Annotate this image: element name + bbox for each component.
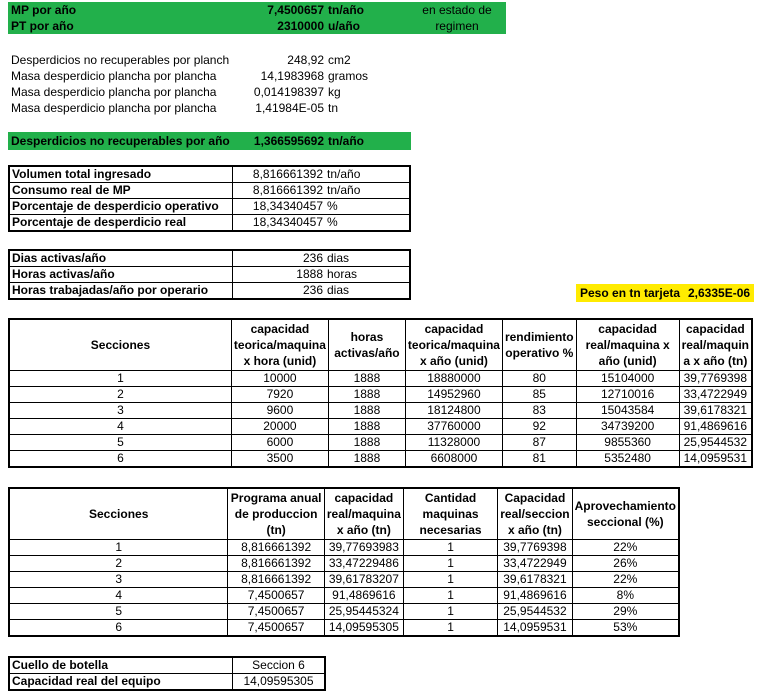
activity-value: 1888 xyxy=(233,267,326,283)
table-cell: 6608000 xyxy=(405,451,502,468)
table-cell: 5352480 xyxy=(576,451,679,468)
volume-label: Porcentaje de desperdicio real xyxy=(9,215,233,232)
table-cell: 7,4500657 xyxy=(228,604,324,620)
table-cell: 9600 xyxy=(231,403,328,419)
table-cell: 26% xyxy=(572,556,679,572)
mp-unit: tn/año xyxy=(328,3,364,17)
column-header: capacidad teorica/maquina x hora (unid) xyxy=(231,319,328,371)
table-cell: 11328000 xyxy=(405,435,502,451)
table-cell: 7,4500657 xyxy=(228,588,324,604)
table-row xyxy=(9,267,410,283)
table-cell: 33,47229486 xyxy=(324,556,403,572)
table-cell: 4 xyxy=(9,588,228,604)
activity-value: 236 xyxy=(233,250,326,267)
activity-unit: horas xyxy=(325,267,410,283)
table-row xyxy=(9,250,410,267)
table-cell: 6 xyxy=(9,620,228,637)
table-cell: 1 xyxy=(403,620,497,637)
table-cell: 9855360 xyxy=(576,435,679,451)
activity-unit: dias xyxy=(325,283,410,300)
activity-label: Horas trabajadas/año por operario xyxy=(9,283,233,300)
table-cell: 14,09595305 xyxy=(324,620,403,637)
table-cell: 12710016 xyxy=(576,387,679,403)
table-cell: 18124800 xyxy=(405,403,502,419)
activity-unit: dias xyxy=(325,250,410,267)
table-row xyxy=(9,657,325,674)
table-cell: 25,9544532 xyxy=(498,604,572,620)
waste-unit: cm2 xyxy=(328,53,351,67)
table-row xyxy=(9,199,410,215)
waste-value: 14,1983968 xyxy=(260,69,324,83)
pt-unit: u/año xyxy=(328,19,360,33)
table-cell: 6 xyxy=(9,451,231,468)
table-row xyxy=(9,371,752,387)
column-header: capacidad teorica/maquina x año (unid) xyxy=(405,319,502,371)
table-cell: 2 xyxy=(9,387,231,403)
table-cell: 39,61783207 xyxy=(324,572,403,588)
table-cell: 91,4869616 xyxy=(679,419,752,435)
volume-table xyxy=(8,165,411,232)
bottleneck-table xyxy=(8,656,326,691)
table-cell: 22% xyxy=(572,572,679,588)
volume-value: 8,816661392 xyxy=(233,166,326,183)
volume-unit: % xyxy=(325,199,410,215)
table-row xyxy=(9,419,752,435)
table-cell: 1888 xyxy=(328,371,405,387)
table-cell: 87 xyxy=(502,435,576,451)
waste-value: 0,014198397 xyxy=(253,85,324,99)
table-cell: 1888 xyxy=(328,451,405,468)
table-cell: 20000 xyxy=(231,419,328,435)
table-row xyxy=(9,588,679,604)
capacity-table xyxy=(8,318,753,468)
mp-value: 7,4500657 xyxy=(267,3,324,17)
table-row xyxy=(9,674,325,691)
volume-label: Porcentaje de desperdicio operativo xyxy=(9,199,233,215)
bottleneck-value: Seccion 6 xyxy=(233,657,326,674)
table-cell: 1888 xyxy=(328,435,405,451)
column-header: horas activas/año xyxy=(328,319,405,371)
table-cell: 92 xyxy=(502,419,576,435)
activity-table xyxy=(8,249,411,300)
waste-value: 248,92 xyxy=(287,53,324,67)
table-row xyxy=(9,387,752,403)
table-row xyxy=(9,540,679,556)
table-header-row xyxy=(9,319,752,371)
table-row xyxy=(9,215,410,232)
table-cell: 37760000 xyxy=(405,419,502,435)
table-row xyxy=(9,403,752,419)
waste-unit: kg xyxy=(328,85,341,99)
table-row xyxy=(9,283,410,300)
table-row xyxy=(9,620,679,637)
table-cell: 25,95445324 xyxy=(324,604,403,620)
volume-label: Volumen total ingresado xyxy=(9,166,233,183)
table-cell: 10000 xyxy=(231,371,328,387)
table-cell: 2 xyxy=(9,556,228,572)
volume-unit: % xyxy=(325,215,410,232)
pt-value: 2310000 xyxy=(277,19,324,33)
bottleneck-value: 14,09595305 xyxy=(233,674,326,691)
peso-label: Peso en tn tarjeta xyxy=(580,286,681,300)
table-cell: 83 xyxy=(502,403,576,419)
column-header: capacidad real/maquin a x año (tn) xyxy=(679,319,752,371)
table-cell: 91,4869616 xyxy=(324,588,403,604)
table-cell: 1888 xyxy=(328,387,405,403)
waste-label: Masa desperdicio plancha por plancha xyxy=(11,69,217,83)
table-row xyxy=(9,556,679,572)
mp-label: MP por año xyxy=(11,3,77,17)
table-row xyxy=(9,183,410,199)
table-cell: 39,6178321 xyxy=(498,572,572,588)
volume-unit: tn/año xyxy=(325,166,410,183)
activity-label: Horas activas/año xyxy=(9,267,233,283)
table-cell: 53% xyxy=(572,620,679,637)
annual-waste-value: 1,366595692 xyxy=(253,134,324,148)
column-header: Programa anual de produccion (tn) xyxy=(228,488,324,540)
peso-value: 2,6335E-06 xyxy=(688,286,751,300)
table-cell: 8,816661392 xyxy=(228,572,324,588)
column-header: capacidad real/maquina x año (unid) xyxy=(576,319,679,371)
table-row xyxy=(9,166,410,183)
table-cell: 5 xyxy=(9,435,231,451)
column-header: Aprovechamiento seccional (%) xyxy=(572,488,679,540)
table-cell: 5 xyxy=(9,604,228,620)
volume-value: 8,816661392 xyxy=(233,183,326,199)
table-row xyxy=(9,572,679,588)
table-cell: 25,9544532 xyxy=(679,435,752,451)
waste-label: Masa desperdicio plancha por plancha xyxy=(11,85,217,99)
status-line-2: regimen xyxy=(435,19,479,33)
table-cell: 14952960 xyxy=(405,387,502,403)
waste-label: Desperdicios no recuperables por planch xyxy=(11,53,230,67)
table-cell: 8% xyxy=(572,588,679,604)
annual-waste-unit: tn/año xyxy=(328,134,364,148)
table-cell: 1 xyxy=(403,540,497,556)
table-cell: 8,816661392 xyxy=(228,556,324,572)
table-cell: 80 xyxy=(502,371,576,387)
column-header: Cantidad maquinas necesarias xyxy=(403,488,497,540)
table-cell: 8,816661392 xyxy=(228,540,324,556)
waste-unit: gramos xyxy=(328,69,369,83)
volume-value: 18,34340457 xyxy=(233,199,326,215)
table-cell: 1 xyxy=(9,540,228,556)
table-cell: 14,0959531 xyxy=(679,451,752,468)
bottleneck-label: Capacidad real del equipo xyxy=(9,674,233,691)
table-cell: 18880000 xyxy=(405,371,502,387)
volume-label: Consumo real de MP xyxy=(9,183,233,199)
column-header: Secciones xyxy=(9,488,228,540)
table-cell: 1 xyxy=(403,588,497,604)
table-cell: 3500 xyxy=(231,451,328,468)
column-header: rendimiento operativo % xyxy=(502,319,576,371)
table-cell: 7920 xyxy=(231,387,328,403)
table-row xyxy=(9,435,752,451)
table-cell: 3 xyxy=(9,403,231,419)
table-cell: 33,4722949 xyxy=(679,387,752,403)
bottleneck-label: Cuello de botella xyxy=(9,657,233,674)
table-cell: 29% xyxy=(572,604,679,620)
table-cell: 33,4722949 xyxy=(498,556,572,572)
table-cell: 91,4869616 xyxy=(498,588,572,604)
volume-value: 18,34340457 xyxy=(233,215,326,232)
table-cell: 34739200 xyxy=(576,419,679,435)
volume-unit: tn/año xyxy=(325,183,410,199)
pt-label: PT por año xyxy=(11,19,74,33)
table-cell: 1 xyxy=(403,572,497,588)
status-line-1: en estado de xyxy=(422,3,492,17)
table-cell: 85 xyxy=(502,387,576,403)
table-cell: 1888 xyxy=(328,403,405,419)
table-cell: 1888 xyxy=(328,419,405,435)
utilization-table xyxy=(8,487,680,637)
table-cell: 39,7769398 xyxy=(679,371,752,387)
table-cell: 1 xyxy=(9,371,231,387)
column-header: Secciones xyxy=(9,319,231,371)
table-cell: 39,77693983 xyxy=(324,540,403,556)
table-cell: 6000 xyxy=(231,435,328,451)
annual-waste-label: Desperdicios no recuperables por año xyxy=(11,134,230,148)
activity-label: Dias activas/año xyxy=(9,250,233,267)
table-cell: 14,0959531 xyxy=(498,620,572,637)
activity-value: 236 xyxy=(233,283,326,300)
table-row xyxy=(9,451,752,468)
table-cell: 1 xyxy=(403,556,497,572)
table-cell: 3 xyxy=(9,572,228,588)
table-cell: 15043584 xyxy=(576,403,679,419)
table-cell: 4 xyxy=(9,419,231,435)
table-cell: 22% xyxy=(572,540,679,556)
table-cell: 39,7769398 xyxy=(498,540,572,556)
column-header: Capacidad real/seccion x año (tn) xyxy=(498,488,572,540)
table-cell: 15104000 xyxy=(576,371,679,387)
waste-unit: tn xyxy=(328,101,339,115)
table-cell: 39,6178321 xyxy=(679,403,752,419)
waste-value: 1,41984E-05 xyxy=(255,101,324,115)
waste-label: Masa desperdicio plancha por plancha xyxy=(11,101,217,115)
table-row xyxy=(9,604,679,620)
table-header-row xyxy=(9,488,679,540)
column-header: capacidad real/maquina x año (tn) xyxy=(324,488,403,540)
table-cell: 81 xyxy=(502,451,576,468)
table-cell: 7,4500657 xyxy=(228,620,324,637)
table-cell: 1 xyxy=(403,604,497,620)
